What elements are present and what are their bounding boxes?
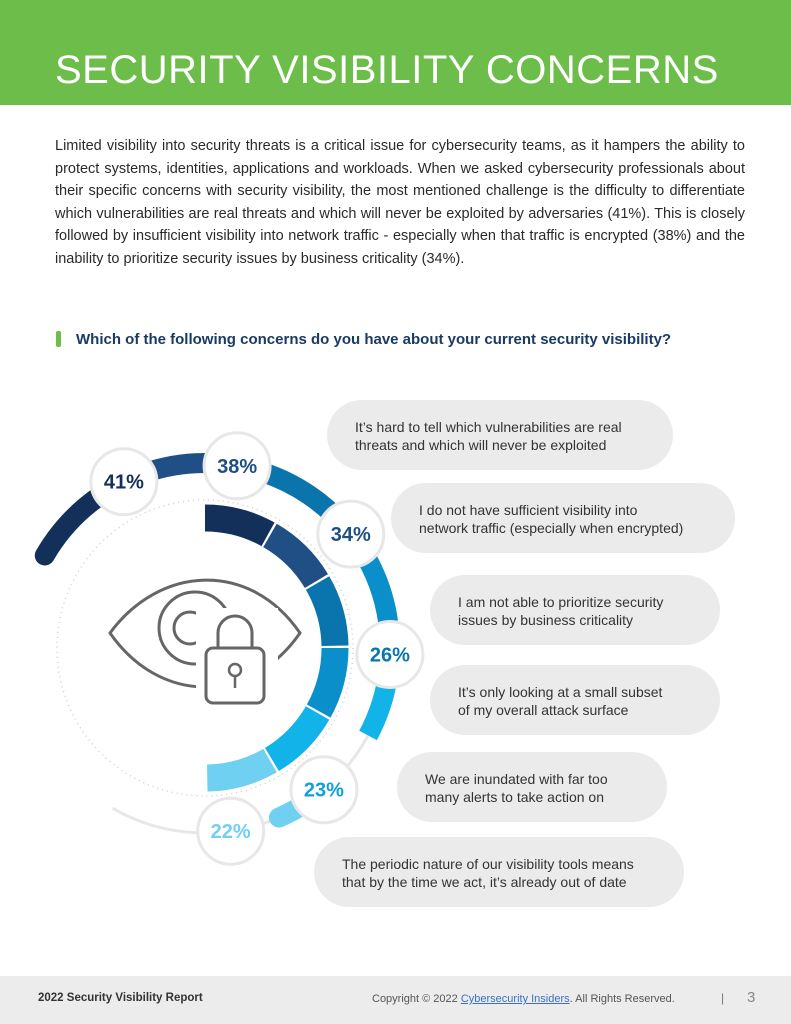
inner-ring-segment-1 [205,518,268,534]
copyright-suffix: . All Rights Reserved. [569,993,675,1005]
label-line: It’s hard to tell which vulnerabilities are real [355,419,622,435]
label-line: many alerts to take action on [425,789,604,805]
label-bubble-4 [430,665,720,735]
eye-with-padlock-icon [110,580,300,703]
value-label-4: 26% [369,644,410,667]
footer-copyright [372,993,675,1005]
inner-ring-segment-2 [270,535,316,581]
page-title: SECURITY VISIBILITY CONCERNS [55,48,719,92]
question-accent-bar [56,331,61,347]
label-line: of my overall attack surface [458,702,629,718]
label-line: I am not able to prioritize security [458,594,664,610]
label-line: that by the time we act, it’s already out of date [342,874,627,890]
label-line: It’s only looking at a small subset [458,684,663,700]
value-label-2: 38% [217,455,258,478]
label-line: threats and which will never be exploited [355,437,607,453]
inner-ring-segment-4 [319,648,335,711]
label-line: I do not have sufficient visibility into [419,502,638,518]
label-line: The periodic nature of our visibility tools means [342,856,634,872]
inner-ring-segment-6 [207,761,270,778]
header-banner [0,0,791,105]
label-line: We are inundated with far too [425,771,608,787]
intro-paragraph: Limited visibility into security threats is a critical issue for cybersecurity teams, as it hampers the ability to protect systems, identities, applications and workloads. When we asked cybersecurity professionals about their specific concerns with security visibility, the most mentioned challenge is the difficulty to differentiate which vulnerabilities are real threats and which will never be exploited by adversaries (41%). This is closely followed by insufficient visibility into network traffic - especially when that traffic is encrypted (38%) and the inability to prioritize security issues by business criticality (34%). [55,138,745,267]
footer-separator: | [721,991,725,1005]
cybersecurity-insiders-link[interactable]: Cybersecurity Insiders [460,993,570,1005]
value-label-3: 34% [330,524,371,547]
label-line: network traffic (especially when encrypted) [419,520,684,536]
footer-report-title: 2022 Security Visibility Report [38,992,203,1004]
page-number: 3 [747,989,756,1006]
label-bubble-2 [391,483,735,553]
value-label-5: 23% [303,779,344,802]
inner-ring-segment-3 [318,583,335,646]
label-bubble-5 [397,752,667,822]
concerns-chart [0,390,791,920]
label-bubble-1 [327,400,673,470]
footer [0,976,791,1024]
label-line: issues by business criticality [458,612,634,628]
value-label-1: 41% [103,471,144,494]
question-heading: Which of the following concerns do you have about your current security visibility? [76,331,672,348]
copyright-prefix: Copyright © 2022 [372,993,461,1005]
label-bubble-3 [430,575,720,645]
label-bubble-6 [314,837,684,907]
value-label-6: 22% [210,821,251,844]
